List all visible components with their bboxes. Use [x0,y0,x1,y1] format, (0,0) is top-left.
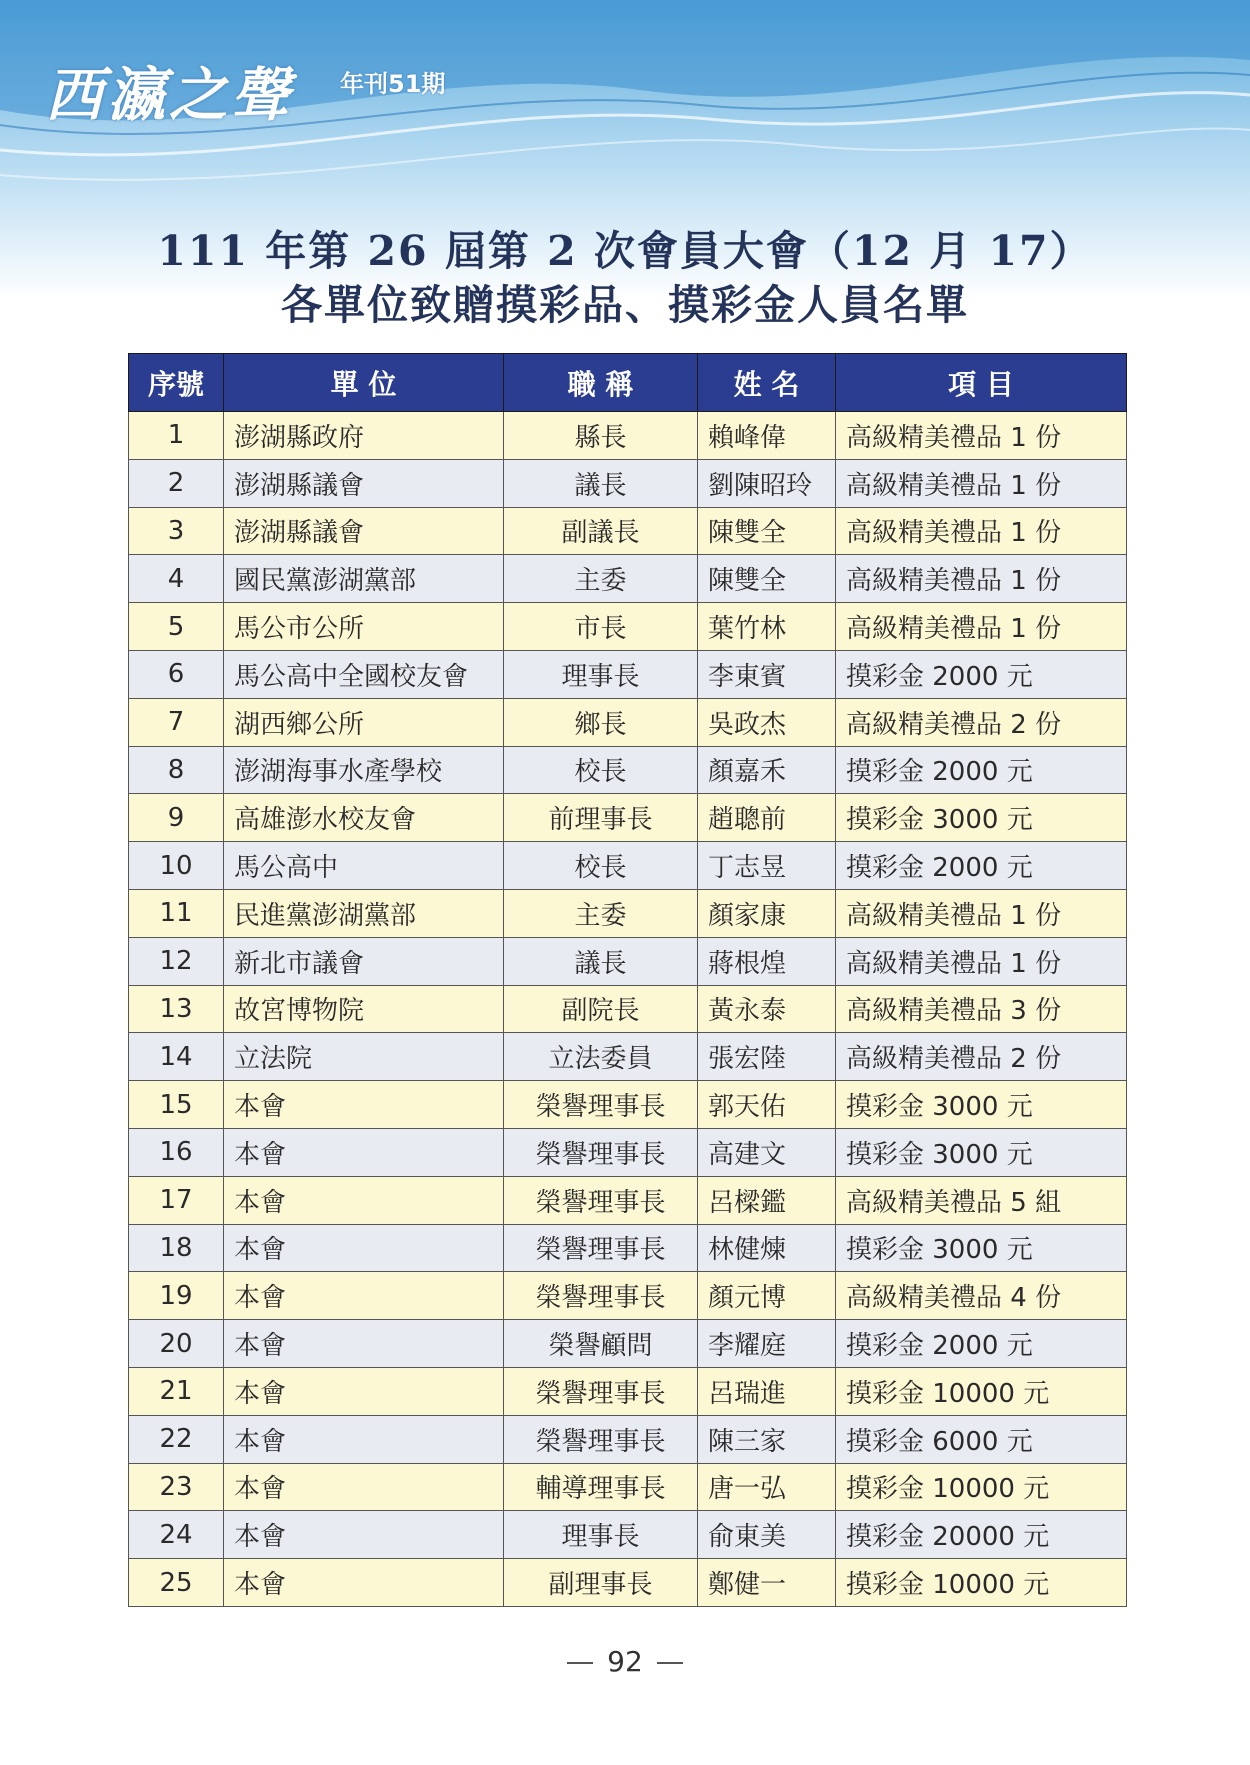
table-body [129,412,1127,1607]
table-row [129,1463,1127,1511]
header-unit: 單 位 [224,354,504,412]
table-row [129,507,1127,555]
cell-title: 榮譽顧問 [504,1320,698,1368]
cell-unit: 高雄澎水校友會 [224,794,504,842]
cell-no: 4 [129,555,224,603]
cell-no: 25 [129,1559,224,1607]
cell-name: 郭天佑 [698,1081,836,1129]
table-row [129,603,1127,651]
header-name: 姓 名 [698,354,836,412]
cell-title: 議長 [504,937,698,985]
cell-item: 摸彩金 3000 元 [836,794,1127,842]
table-header-row [129,354,1127,412]
cell-item: 摸彩金 20000 元 [836,1511,1127,1559]
cell-no: 2 [129,459,224,507]
cell-name: 俞東美 [698,1511,836,1559]
cell-name: 呂樑鑑 [698,1176,836,1224]
cell-name: 陳雙全 [698,555,836,603]
cell-name: 蔣根煌 [698,937,836,985]
magazine-logo: 西瀛之聲 [45,61,294,129]
cell-title: 副院長 [504,985,698,1033]
cell-name: 顏嘉禾 [698,746,836,794]
table-row [129,985,1127,1033]
cell-unit: 本會 [224,1463,504,1511]
donor-table [128,353,1127,1607]
cell-no: 7 [129,698,224,746]
header-no: 序號 [129,354,224,412]
cell-item: 高級精美禮品 1 份 [836,459,1127,507]
cell-name: 顏元博 [698,1272,836,1320]
cell-item: 摸彩金 2000 元 [836,650,1127,698]
cell-name: 高建文 [698,1128,836,1176]
cell-no: 20 [129,1320,224,1368]
cell-title: 議長 [504,459,698,507]
cell-item: 高級精美禮品 2 份 [836,698,1127,746]
cell-name: 李耀庭 [698,1320,836,1368]
table-row [129,555,1127,603]
cell-name: 黃永泰 [698,985,836,1033]
cell-unit: 本會 [224,1176,504,1224]
cell-name: 陳雙全 [698,507,836,555]
cell-unit: 本會 [224,1367,504,1415]
cell-title: 理事長 [504,650,698,698]
cell-unit: 國民黨澎湖黨部 [224,555,504,603]
cell-unit: 本會 [224,1559,504,1607]
table-row [129,1415,1127,1463]
cell-unit: 澎湖縣政府 [224,412,504,460]
cell-item: 摸彩金 3000 元 [836,1081,1127,1129]
cell-unit: 澎湖縣議會 [224,507,504,555]
cell-title: 副議長 [504,507,698,555]
cell-item: 高級精美禮品 1 份 [836,937,1127,985]
cell-no: 3 [129,507,224,555]
cell-no: 11 [129,889,224,937]
table-row [129,842,1127,890]
cell-title: 副理事長 [504,1559,698,1607]
cell-title: 榮譽理事長 [504,1128,698,1176]
cell-no: 23 [129,1463,224,1511]
cell-no: 17 [129,1176,224,1224]
table-row [129,1320,1127,1368]
cell-item: 摸彩金 2000 元 [836,842,1127,890]
cell-item: 高級精美禮品 1 份 [836,555,1127,603]
cell-item: 高級精美禮品 1 份 [836,412,1127,460]
cell-title: 榮譽理事長 [504,1272,698,1320]
table-row [129,412,1127,460]
cell-item: 摸彩金 3000 元 [836,1224,1127,1272]
cell-no: 24 [129,1511,224,1559]
table-row [129,1367,1127,1415]
cell-unit: 本會 [224,1081,504,1129]
cell-item: 高級精美禮品 2 份 [836,1033,1127,1081]
cell-name: 唐一弘 [698,1463,836,1511]
table-row [129,698,1127,746]
cell-item: 高級精美禮品 4 份 [836,1272,1127,1320]
cell-unit: 民進黨澎湖黨部 [224,889,504,937]
cell-unit: 本會 [224,1272,504,1320]
cell-no: 21 [129,1367,224,1415]
page-title-line2: 各單位致贈摸彩品、摸彩金人員名單 [281,281,969,329]
cell-unit: 新北市議會 [224,937,504,985]
table-row [129,937,1127,985]
cell-no: 19 [129,1272,224,1320]
cell-no: 18 [129,1224,224,1272]
cell-title: 榮譽理事長 [504,1367,698,1415]
page-number-dash-right [657,1662,683,1664]
cell-name: 劉陳昭玲 [698,459,836,507]
cell-no: 8 [129,746,224,794]
cell-title: 校長 [504,746,698,794]
cell-title: 榮譽理事長 [504,1176,698,1224]
cell-item: 高級精美禮品 3 份 [836,985,1127,1033]
cell-title: 鄉長 [504,698,698,746]
cell-name: 葉竹林 [698,603,836,651]
cell-name: 李東賓 [698,650,836,698]
cell-title: 立法委員 [504,1033,698,1081]
header-item: 項 目 [836,354,1127,412]
cell-item: 高級精美禮品 1 份 [836,507,1127,555]
cell-title: 輔導理事長 [504,1463,698,1511]
header-title: 職 稱 [504,354,698,412]
cell-unit: 澎湖海事水產學校 [224,746,504,794]
cell-no: 16 [129,1128,224,1176]
cell-unit: 馬公高中全國校友會 [224,650,504,698]
table-row [129,794,1127,842]
cell-no: 12 [129,937,224,985]
page-number [0,1645,1250,1678]
cell-name: 顏家康 [698,889,836,937]
cell-item: 摸彩金 10000 元 [836,1367,1127,1415]
cell-title: 主委 [504,889,698,937]
table-row [129,1272,1127,1320]
table-row [129,459,1127,507]
cell-unit: 故宮博物院 [224,985,504,1033]
cell-item: 摸彩金 2000 元 [836,746,1127,794]
cell-title: 榮譽理事長 [504,1224,698,1272]
cell-no: 6 [129,650,224,698]
cell-title: 榮譽理事長 [504,1415,698,1463]
cell-name: 丁志昱 [698,842,836,890]
page-number-dash-left [567,1662,593,1664]
table-row [129,1033,1127,1081]
cell-unit: 澎湖縣議會 [224,459,504,507]
cell-no: 10 [129,842,224,890]
table-row [129,1559,1127,1607]
table-row [129,1128,1127,1176]
cell-no: 5 [129,603,224,651]
cell-no: 15 [129,1081,224,1129]
cell-item: 摸彩金 6000 元 [836,1415,1127,1463]
cell-name: 呂瑞進 [698,1367,836,1415]
cell-item: 摸彩金 3000 元 [836,1128,1127,1176]
cell-no: 14 [129,1033,224,1081]
cell-unit: 本會 [224,1511,504,1559]
cell-unit: 本會 [224,1415,504,1463]
cell-name: 陳三家 [698,1415,836,1463]
table-row [129,650,1127,698]
cell-title: 理事長 [504,1511,698,1559]
cell-item: 摸彩金 2000 元 [836,1320,1127,1368]
cell-unit: 本會 [224,1224,504,1272]
cell-item: 高級精美禮品 1 份 [836,889,1127,937]
cell-name: 鄭健一 [698,1559,836,1607]
cell-item: 摸彩金 10000 元 [836,1463,1127,1511]
page-title-line1: 111 年第 26 屆第 2 次會員大會（12 月 17） [157,227,1093,275]
cell-unit: 馬公高中 [224,842,504,890]
cell-name: 吳政杰 [698,698,836,746]
cell-name: 賴峰偉 [698,412,836,460]
cell-title: 前理事長 [504,794,698,842]
cell-no: 1 [129,412,224,460]
cell-unit: 立法院 [224,1033,504,1081]
cell-unit: 湖西鄉公所 [224,698,504,746]
cell-title: 榮譽理事長 [504,1081,698,1129]
table-row [129,1176,1127,1224]
cell-name: 林健煉 [698,1224,836,1272]
table-row [129,1081,1127,1129]
cell-name: 張宏陸 [698,1033,836,1081]
cell-title: 主委 [504,555,698,603]
cell-unit: 本會 [224,1128,504,1176]
cell-item: 高級精美禮品 5 組 [836,1176,1127,1224]
issue-label: 年刊51期 [340,70,446,98]
cell-unit: 本會 [224,1320,504,1368]
page-number-value: 92 [607,1645,643,1678]
table-row [129,889,1127,937]
table-row [129,746,1127,794]
cell-title: 校長 [504,842,698,890]
cell-no: 9 [129,794,224,842]
cell-no: 22 [129,1415,224,1463]
cell-no: 13 [129,985,224,1033]
cell-name: 趙聰前 [698,794,836,842]
cell-unit: 馬公市公所 [224,603,504,651]
table-row [129,1511,1127,1559]
cell-item: 摸彩金 10000 元 [836,1559,1127,1607]
cell-title: 縣長 [504,412,698,460]
cell-title: 市長 [504,603,698,651]
table-row [129,1224,1127,1272]
cell-item: 高級精美禮品 1 份 [836,603,1127,651]
